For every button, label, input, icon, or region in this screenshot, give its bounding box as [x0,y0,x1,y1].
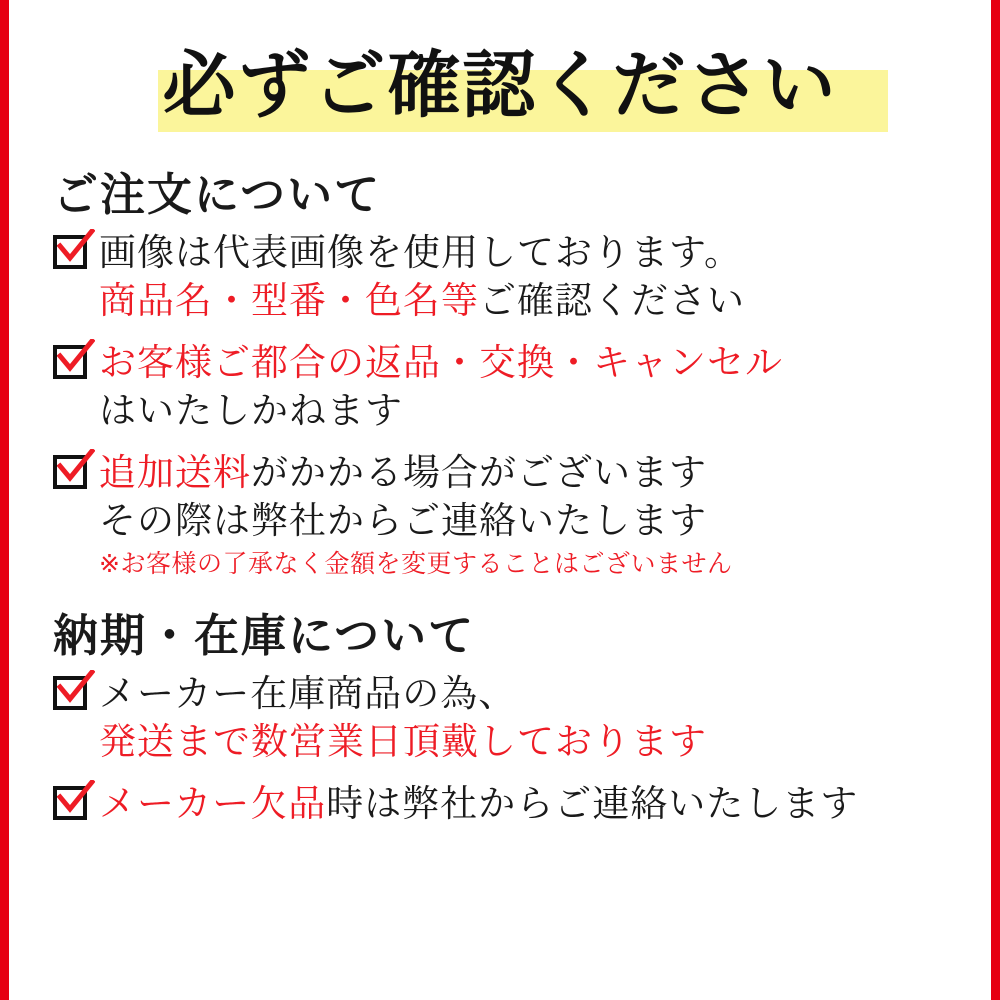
notice-item-text [99,449,957,583]
page-title-area [43,34,957,142]
notice-line [99,780,957,828]
notice-text-red: 商品名・型番・色名等 [99,279,479,322]
notice-text-red: 発送まで数営業日頂戴しております [99,720,707,763]
notice-item-text [99,780,957,828]
notice-item-text [99,670,957,766]
notice-item-text [99,339,957,435]
notice-item [53,339,957,435]
notice-line [99,718,957,766]
notice-text-black: 時は弊社からご連絡いたします [326,782,859,825]
notice-text-red: 追加送料 [99,451,251,494]
notice-subnote: ※お客様の了承なく金額を変更することはございません [99,549,733,578]
notice-item [53,449,957,583]
notice-text-black: メーカー在庫商品の為、 [99,672,517,715]
checkbox-checked-icon [53,676,91,714]
checkbox-checked-icon [53,345,91,383]
page-title: 必ずご確認ください [162,43,838,128]
notice-item-text [99,229,957,325]
notice-text-black: その際は弊社からご連絡いたします [99,499,707,542]
notice-item [53,780,957,828]
notice-line [99,277,957,325]
notice-line [99,670,957,718]
notice-text-red: メーカー欠品 [99,782,327,825]
notice-line [99,339,957,387]
checkbox-checked-icon [53,786,91,824]
notice-text-black: ご確認ください [479,279,745,322]
notice-line [99,497,957,545]
notice-line [99,387,957,435]
notice-item [53,670,957,766]
section-heading-delivery: 納期・在庫について [53,609,476,662]
checkbox-checked-icon [53,455,91,493]
notice-text-black: はいたしかねます [99,389,403,432]
section-heading-order: ご注文について [53,168,382,221]
notice-text-black: がかかる場合がございます [251,451,707,494]
notice-text-black: 画像は代表画像を使用しております。 [99,231,743,274]
notice-content [9,0,991,1000]
notice-item [53,229,957,325]
notice-text-red: お客様ご都合の返品・交換・キャンセル [99,341,783,384]
checkbox-checked-icon [53,235,91,273]
notice-line [99,449,957,497]
notice-line [99,229,957,277]
